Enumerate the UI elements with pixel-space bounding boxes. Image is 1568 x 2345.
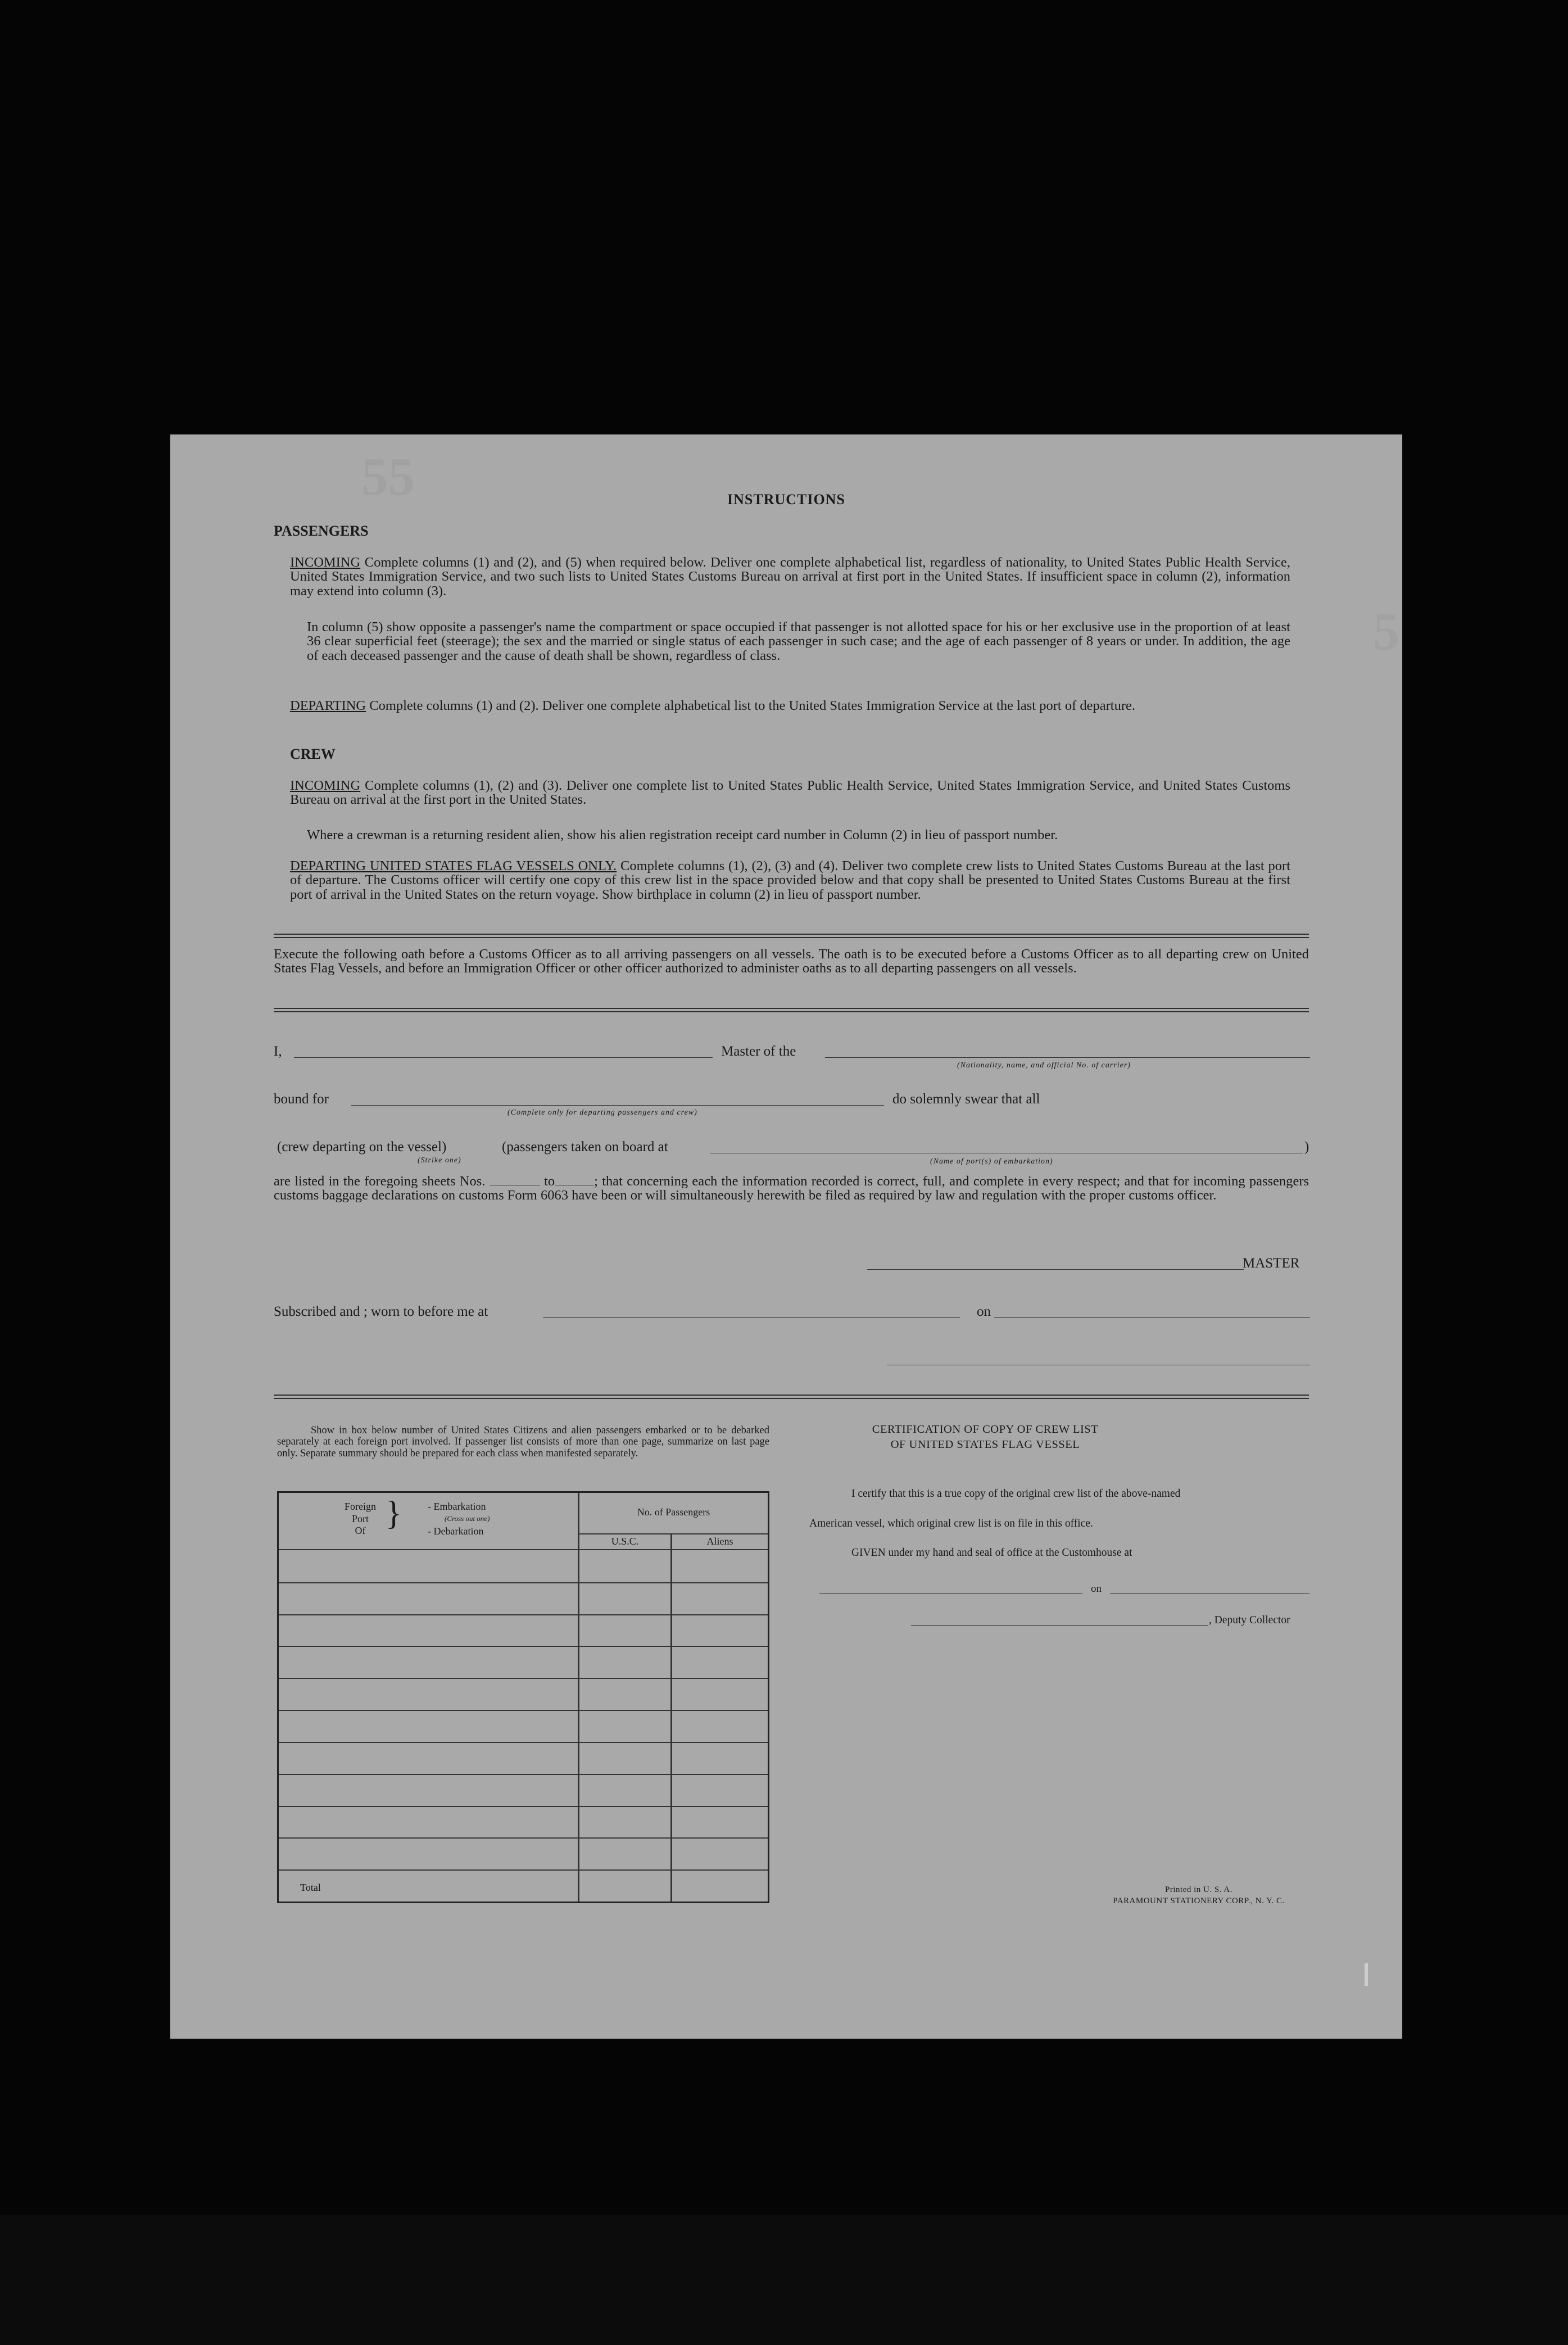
port-cell[interactable] xyxy=(280,1839,577,1868)
crewman-paragraph: Where a crewman is a returning resident alien, show his alien registration receipt card number in Column (2) in lieu of passport number. xyxy=(307,827,1058,843)
to-label: to xyxy=(544,1174,555,1189)
table-row-divider xyxy=(279,1869,768,1871)
aliens-cell[interactable] xyxy=(673,1743,767,1773)
printer-imprint xyxy=(1058,1885,1339,1907)
printer-name: PARAMOUNT STATIONERY CORP., N. Y. C. xyxy=(1113,1896,1285,1905)
aliens-cell[interactable] xyxy=(673,1679,767,1709)
deputy-signature-line[interactable] xyxy=(911,1625,1208,1626)
scan-speck xyxy=(1365,1963,1368,1986)
usc-cell[interactable] xyxy=(581,1679,669,1709)
port-cell[interactable] xyxy=(280,1775,577,1805)
swear-label: do solemnly swear that all xyxy=(892,1092,1040,1107)
divider-double xyxy=(274,1008,1309,1012)
strike-one-caption: (Strike one) xyxy=(418,1156,461,1165)
ports-caption: (Name of port(s) of embarkation) xyxy=(930,1157,1053,1166)
ghost-margin-number: 5 xyxy=(1373,601,1400,661)
port-cell[interactable] xyxy=(280,1807,577,1837)
no-of-passengers-header: No. of Passengers xyxy=(637,1506,710,1518)
flag-vessels-paragraph xyxy=(290,859,1290,902)
total-label: Total xyxy=(300,1882,321,1893)
complete-only-caption: (Complete only for departing passengers and crew) xyxy=(507,1108,697,1117)
port-cell[interactable] xyxy=(280,1615,577,1645)
cert-on-label: on xyxy=(1091,1583,1102,1595)
listed-paragraph xyxy=(274,1174,1309,1203)
master-of-label: Master of the xyxy=(721,1044,796,1059)
departing-label: DEPARTING xyxy=(290,698,366,713)
crew-heading: CREW xyxy=(290,746,336,762)
bound-for-field[interactable] xyxy=(351,1105,884,1106)
foreign-text: Foreign xyxy=(345,1501,376,1512)
usc-cell[interactable] xyxy=(581,1807,669,1837)
summary-intro: Show in box below number of United States Citizens and alien passengers embarked or to be debarked separately at each foreign port involved. If passenger list consists of more than one page, summarize on last page only. Separate summary should be prepared for each class when manifested separately. xyxy=(277,1425,769,1459)
bound-for-label: bound for xyxy=(274,1092,329,1107)
usc-cell[interactable] xyxy=(581,1551,669,1581)
port-cell[interactable] xyxy=(280,1679,577,1709)
debarkation-label: - Debarkation xyxy=(428,1525,484,1537)
foreign-port-of-label xyxy=(335,1501,386,1537)
form-page xyxy=(170,434,1402,2039)
passengers-departing-paragraph xyxy=(290,699,1290,713)
aliens-cell[interactable] xyxy=(673,1839,767,1868)
sworn-on-label: on xyxy=(977,1304,991,1319)
of-text: Of xyxy=(355,1525,366,1537)
crew-departing-label: (crew departing on the vessel) xyxy=(277,1139,447,1155)
i-label: I, xyxy=(274,1044,282,1059)
departing-text: Complete columns (1) and (2). Deliver one complete alphabetical list to the United States Immigration Service at the last port of departure. xyxy=(369,698,1135,713)
port-text: Port xyxy=(351,1513,369,1524)
incoming-label: INCOMING xyxy=(290,555,361,570)
aliens-cell[interactable] xyxy=(673,1775,767,1805)
aliens-cell[interactable] xyxy=(673,1551,767,1581)
sheet-from-field[interactable] xyxy=(490,1174,540,1185)
ghost-page-number: 55 xyxy=(361,447,415,506)
port-cell[interactable] xyxy=(280,1647,577,1677)
crew-incoming-paragraph xyxy=(290,778,1290,807)
embarkation-label: - Embarkation xyxy=(428,1501,486,1512)
port-cell[interactable] xyxy=(280,1711,577,1741)
flag-vessels-label: DEPARTING UNITED STATES FLAG VESSELS ONLY. xyxy=(290,858,617,873)
usc-cell[interactable] xyxy=(581,1615,669,1645)
cross-out-caption: (Cross out one) xyxy=(445,1514,490,1523)
instructions-title: INSTRUCTIONS xyxy=(727,491,845,508)
usc-header: U.S.C. xyxy=(611,1536,639,1547)
incoming-text: Complete columns (1) and (2), and (5) when required below. Deliver one complete alphabetical list, regardless of nationality, to United States Public Health Service, United States Immigration Service, and two such lists to United States Customs Bureau on arrival at first port in the United States. If insufficient space in column (2), information may extend into column (3). xyxy=(290,555,1291,599)
aliens-cell[interactable] xyxy=(673,1647,767,1677)
crew-incoming-text: Complete columns (1), (2) and (3). Deliver one complete list to United States Public Health Service, United States Immigration Service, and United States Customs Bureau on arrival at the first port in the United States. xyxy=(290,778,1290,808)
cert-heading-line2: OF UNITED STATES FLAG VESSEL xyxy=(890,1438,1080,1451)
brace: } xyxy=(386,1495,402,1532)
sheet-to-field[interactable] xyxy=(555,1174,594,1185)
certification-heading xyxy=(845,1422,1126,1452)
passengers-heading: PASSENGERS xyxy=(274,523,369,539)
cert-date-field[interactable] xyxy=(1110,1593,1309,1594)
usc-cell[interactable] xyxy=(581,1711,669,1741)
usc-cell[interactable] xyxy=(581,1583,669,1613)
sworn-date-field[interactable] xyxy=(994,1317,1310,1318)
close-paren: ) xyxy=(1304,1139,1309,1155)
listed-rest: ; that concerning each the information recorded is correct, full, and complete in every respect; and that for incoming passengers customs baggage declarations on customs Form 6063 have been or will simultaneously herewith be filed as required by law and regulation with the proper customs officer. xyxy=(274,1174,1309,1203)
port-cell[interactable] xyxy=(280,1551,577,1581)
master-name-field[interactable] xyxy=(294,1057,713,1058)
aliens-cell[interactable] xyxy=(673,1807,767,1837)
column5-paragraph: In column (5) show opposite a passenger's name the compartment or space occupied if that passenger is not allotted space for his or her exclusive use in the proportion of at least 36 clear superficial feet (steerage); the sex and the married or single status of each passenger in such case; and the age of each passenger of 8 years or under. In addition, the age of each deceased passenger and the cause of death shall be shown, regardless of class. xyxy=(307,619,1290,663)
passengers-incoming-paragraph xyxy=(290,555,1290,598)
flag-vessels-text: Complete columns (1), (2), (3) and (4). Deliver two complete crew lists to United States Customs Bureau at the last port of departure. The Customs officer will certify one copy of this crew list in the space provided below and that copy shall be presented to United States Customs Bureau at the first port of arrival in the United States on the return voyage. Show birthplace in column (2) in lieu of passport number. xyxy=(290,858,1290,902)
sworn-place-field[interactable] xyxy=(543,1317,960,1318)
usc-cell[interactable] xyxy=(581,1743,669,1773)
port-cell[interactable] xyxy=(280,1583,577,1613)
passenger-summary-table xyxy=(277,1491,769,1903)
printed-in-usa: Printed in U. S. A. xyxy=(1165,1885,1232,1894)
divider-double xyxy=(274,1395,1309,1399)
usc-cell[interactable] xyxy=(581,1775,669,1805)
certify-text: I certify that this is a true copy of the original crew list of the above-named xyxy=(851,1488,1181,1500)
customhouse-field[interactable] xyxy=(819,1593,1082,1594)
usc-cell[interactable] xyxy=(581,1647,669,1677)
scan-border-bottom xyxy=(0,2215,1568,2345)
aliens-header: Aliens xyxy=(706,1536,733,1547)
given-text: GIVEN under my hand and seal of office at the Customhouse at xyxy=(851,1547,1132,1559)
listed-in-label: are listed in the foregoing sheets Nos. xyxy=(274,1174,486,1189)
subscribed-label: Subscribed and ; worn to before me at xyxy=(274,1304,488,1319)
cert-heading-line1: CERTIFICATION OF COPY OF CREW LIST xyxy=(872,1423,1099,1436)
usc-cell[interactable] xyxy=(581,1839,669,1868)
aliens-cell[interactable] xyxy=(673,1615,767,1645)
divider-double xyxy=(274,934,1309,938)
deputy-collector-label: , Deputy Collector xyxy=(1209,1614,1290,1626)
port-cell[interactable] xyxy=(280,1743,577,1773)
aliens-cell[interactable] xyxy=(673,1711,767,1741)
passengers-taken-label: (passengers taken on board at xyxy=(502,1139,668,1155)
aliens-cell[interactable] xyxy=(673,1583,767,1613)
nationality-caption: (Nationality, name, and official No. of carrier) xyxy=(957,1061,1131,1070)
american-vessel-text: American vessel, which original crew list is on file in this office. xyxy=(809,1518,1093,1529)
vessel-field[interactable] xyxy=(825,1057,1310,1058)
master-label: MASTER xyxy=(1243,1256,1300,1271)
master-signature-line[interactable] xyxy=(867,1269,1244,1270)
oath-execute-paragraph: Execute the following oath before a Customs Officer as to all arriving passengers on all vessels. The oath is to be executed before a Customs Officer as to all departing crew on United States Flag Vessels, and before an Immigration Officer or other officer authorized to administer oaths as to all departing passengers on all vessels. xyxy=(274,947,1309,976)
crew-incoming-label: INCOMING xyxy=(290,778,361,793)
